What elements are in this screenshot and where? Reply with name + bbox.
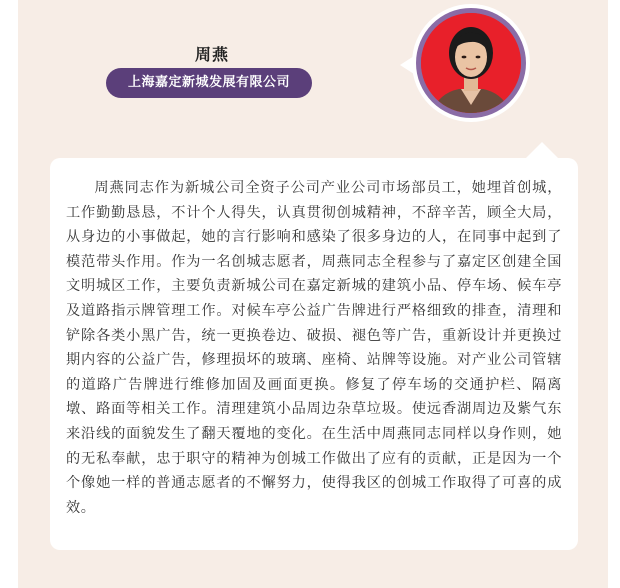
profile-header [18, 0, 608, 160]
biography-card [50, 158, 578, 550]
person-portrait-icon [421, 13, 521, 113]
card-notch [526, 142, 558, 158]
page-background [18, 0, 608, 588]
avatar [412, 4, 530, 122]
biography-text: 周燕同志作为新城公司全资子公司产业公司市场部员工，她埋首创城，工作勤勤恳恳，不计个人得失，认真贯彻创城精神，不辞辛苦，顾全大局，从身边的小事做起，她的言行影响和感染了很多身边的人，在同事中起到了模范带头作用。作为一名创城志愿者，周燕同志全程参与了嘉定区创建全国文明城区工作，主要负责新城公司在嘉定新城的建筑小品、停车场、候车亭及道路指示牌管理工作。对候车亭公益广告牌进行严格细致的排查，清理和铲除各类小黑广告，统一更换卷边、破损、褪色等广告，重新设计并更换过期内容的公益广告，修理损坏的玻璃、座椅、站牌等设施。对产业公司管辖的道路广告牌进行维修加固及画面更换。修复了停车场的交通护栏、隔离墩、路面等相关工作。清理建筑小品周边杂草垃圾。使远香湖周边及紫气东来沿线的面貌发生了翻天覆地的变化。在生活中周燕同志同样以身作则，她的无私奉献，忠于职守的精神为创城工作做出了应有的贡献，正是因为一个个像她一样的普通志愿者的不懈努力，使得我区的创城工作取得了可喜的成效。 [66, 180, 562, 516]
organization-badge: 上海嘉定新城发展有限公司 [106, 68, 312, 98]
person-name: 周燕 [194, 45, 229, 64]
